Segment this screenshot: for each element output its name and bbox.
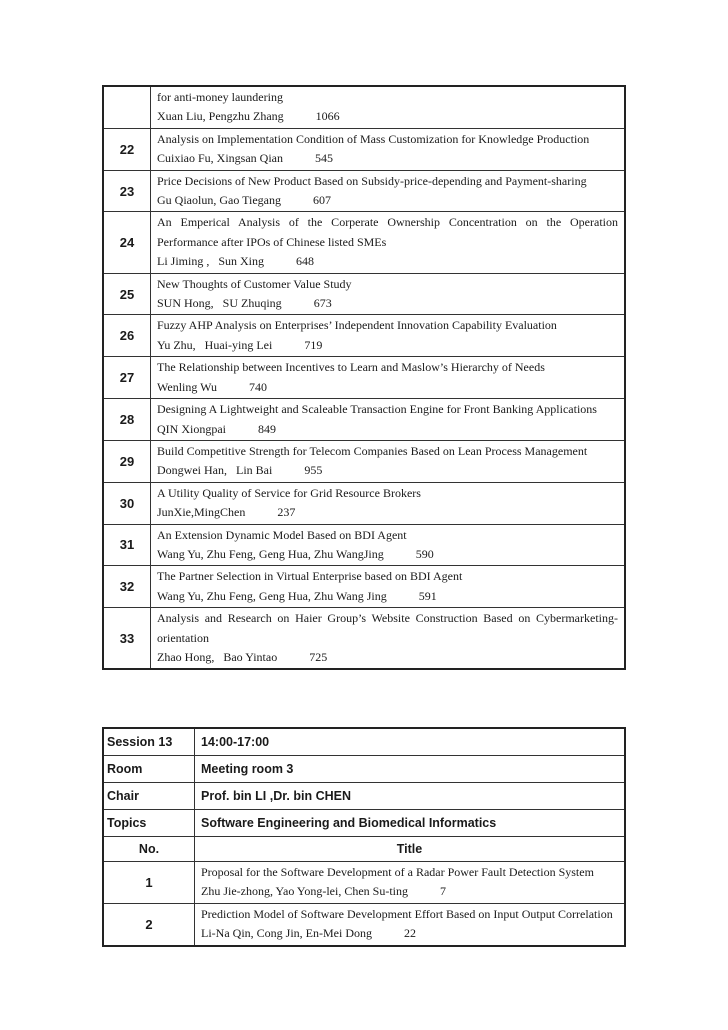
paper-page-number: 22 <box>403 926 416 941</box>
session-row <box>103 728 625 756</box>
paper-row <box>103 86 625 128</box>
paper-title: Designing A Lightweight and Scaleable Transaction Engine for Front Banking Applications <box>157 402 597 417</box>
paper-details <box>151 399 626 441</box>
paper-authors: Wang Yu, Zhu Feng, Geng Hua, Zhu WangJing <box>157 546 384 561</box>
paper-authors: Zhao Hong, Bao Yintao <box>157 649 278 664</box>
paper-number: 25 <box>103 273 151 315</box>
paper-details <box>151 128 626 170</box>
paper-authors: Cuixiao Fu, Xingsan Qian <box>157 151 283 166</box>
paper-number: 30 <box>103 482 151 524</box>
session-papers-body <box>103 862 625 946</box>
paper-details <box>151 524 626 566</box>
paper-number: 23 <box>103 170 151 212</box>
paper-title: for anti-money laundering <box>157 90 283 104</box>
paper-row <box>103 440 625 482</box>
paper-page-number: 849 <box>258 421 276 436</box>
paper-details <box>151 315 626 357</box>
paper-number: 28 <box>103 399 151 441</box>
paper-page-number: 740 <box>249 379 267 394</box>
paper-page-number: 725 <box>309 649 328 664</box>
column-header-title: Title <box>195 837 626 862</box>
chair-value: Prof. bin LI ,Dr. bin CHEN <box>195 783 626 810</box>
papers-table-body <box>103 86 625 669</box>
chair-row <box>103 783 625 810</box>
paper-details <box>151 608 626 670</box>
column-header-row <box>103 837 625 862</box>
paper-details <box>151 170 626 212</box>
paper-row <box>103 315 625 357</box>
paper-number: 29 <box>103 440 151 482</box>
paper-title: Analysis and Research on Haier Group’s Website Construction Based on Cybermarketing-orientation <box>157 611 618 645</box>
paper-page-number: 7 <box>440 884 447 899</box>
paper-row <box>103 524 625 566</box>
paper-title: The Partner Selection in Virtual Enterprise based on BDI Agent <box>157 569 463 584</box>
paper-row <box>103 903 625 945</box>
paper-authors-line <box>157 378 618 397</box>
paper-authors: Xuan Liu, Pengzhu Zhang <box>157 109 284 124</box>
paper-title: Price Decisions of New Product Based on Subsidy-price-depending and Payment-sharing <box>157 173 587 188</box>
paper-authors-line <box>157 545 618 564</box>
paper-number: 27 <box>103 357 151 399</box>
paper-authors: Li-Na Qin, Cong Jin, En-Mei Dong <box>201 926 372 941</box>
paper-details <box>151 357 626 399</box>
paper-authors-line <box>201 924 618 943</box>
paper-row <box>103 862 625 904</box>
paper-title: Build Competitive Strength for Telecom Companies Based on Lean Process Management <box>157 443 588 458</box>
session-table <box>102 727 626 947</box>
paper-authors-line <box>157 107 618 126</box>
paper-authors-line <box>201 882 618 901</box>
topics-value: Software Engineering and Biomedical Informatics <box>195 810 626 837</box>
paper-title: An Emperical Analysis of the Corperate Ownership Concentration on the Operation Performance after IPOs of Chinese listed SMEs <box>157 215 618 249</box>
paper-title: Prediction Model of Software Development Effort Based on Input Output Correlation <box>201 906 613 921</box>
paper-title: Fuzzy AHP Analysis on Enterprises’ Independent Innovation Capability Evaluation <box>157 318 557 333</box>
paper-row <box>103 357 625 399</box>
topics-row <box>103 810 625 837</box>
paper-details <box>151 482 626 524</box>
paper-title: An Extension Dynamic Model Based on BDI Agent <box>157 527 407 542</box>
papers-table <box>102 85 626 670</box>
paper-authors-line <box>157 294 618 313</box>
paper-page-number: 1066 <box>315 109 340 124</box>
paper-number: 2 <box>103 903 195 945</box>
room-value: Meeting room 3 <box>195 756 626 783</box>
paper-row <box>103 273 625 315</box>
paper-details <box>195 903 626 945</box>
paper-row <box>103 482 625 524</box>
paper-authors: Wang Yu, Zhu Feng, Geng Hua, Zhu Wang Jing <box>157 588 387 603</box>
paper-authors: Yu Zhu, Huai-ying Lei <box>157 337 273 352</box>
topics-label: Topics <box>103 810 195 837</box>
column-header-no: No. <box>103 837 195 862</box>
paper-title: A Utility Quality of Service for Grid Resource Brokers <box>157 485 421 500</box>
paper-page-number: 545 <box>315 151 333 166</box>
paper-authors-line <box>157 191 618 210</box>
paper-row <box>103 212 625 273</box>
paper-authors-line <box>157 648 618 667</box>
paper-title: Proposal for the Software Development of a Radar Power Fault Detection System <box>201 865 594 879</box>
paper-page-number: 955 <box>304 463 323 478</box>
paper-authors: Zhu Jie-zhong, Yao Yong-lei, Chen Su-ting <box>201 884 409 899</box>
paper-authors: QIN Xiongpai <box>157 421 226 436</box>
paper-details <box>151 566 626 608</box>
paper-row <box>103 128 625 170</box>
room-label: Room <box>103 756 195 783</box>
paper-details <box>151 212 626 273</box>
paper-number <box>103 86 151 128</box>
paper-row <box>103 170 625 212</box>
paper-details <box>151 273 626 315</box>
paper-authors: Li Jiming , Sun Xing <box>157 254 265 269</box>
paper-number: 33 <box>103 608 151 670</box>
paper-title: Analysis on Implementation Condition of Mass Customization for Knowledge Production <box>157 131 590 146</box>
paper-page-number: 591 <box>418 588 437 603</box>
paper-authors-line <box>157 336 618 355</box>
paper-details <box>151 440 626 482</box>
paper-row <box>103 399 625 441</box>
session-label: Session 13 <box>103 728 195 756</box>
paper-number: 31 <box>103 524 151 566</box>
paper-authors-line <box>157 149 618 168</box>
paper-details <box>151 86 626 128</box>
paper-authors: Wenling Wu <box>157 379 217 394</box>
paper-number: 1 <box>103 862 195 904</box>
paper-page-number: 237 <box>277 505 296 520</box>
paper-page-number: 719 <box>304 337 323 352</box>
paper-details <box>195 862 626 904</box>
chair-label: Chair <box>103 783 195 810</box>
paper-title: New Thoughts of Customer Value Study <box>157 276 352 291</box>
paper-authors-line <box>157 420 618 439</box>
paper-authors-line <box>157 252 618 271</box>
paper-number: 32 <box>103 566 151 608</box>
paper-authors-line <box>157 461 618 480</box>
paper-row <box>103 608 625 670</box>
paper-number: 22 <box>103 128 151 170</box>
session-time: 14:00-17:00 <box>195 728 626 756</box>
paper-title: The Relationship between Incentives to Learn and Maslow’s Hierarchy of Needs <box>157 360 545 375</box>
paper-number: 24 <box>103 212 151 273</box>
paper-row <box>103 566 625 608</box>
paper-page-number: 673 <box>313 296 332 311</box>
paper-authors: Dongwei Han, Lin Bai <box>157 463 273 478</box>
paper-page-number: 590 <box>415 546 434 561</box>
room-row <box>103 756 625 783</box>
paper-page-number: 648 <box>296 254 315 269</box>
paper-page-number: 607 <box>313 193 331 208</box>
paper-authors: SUN Hong, SU Zhuqing <box>157 296 282 311</box>
paper-authors: Gu Qiaolun, Gao Tiegang <box>157 193 281 208</box>
paper-number: 26 <box>103 315 151 357</box>
paper-authors-line <box>157 587 618 606</box>
paper-authors: JunXie,MingChen <box>157 505 246 520</box>
paper-authors-line <box>157 503 618 522</box>
